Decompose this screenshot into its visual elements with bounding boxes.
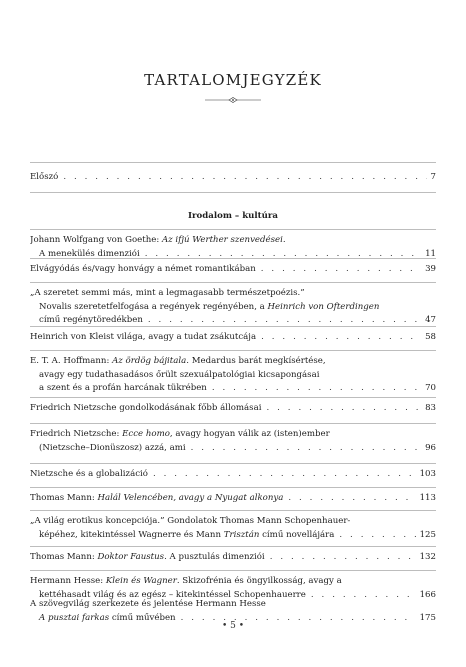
italic-title: Halál Velencében, avagy a Nyugat alkonya bbox=[97, 493, 284, 503]
entry-line bbox=[30, 575, 436, 589]
entry-separator bbox=[30, 162, 436, 163]
section-heading: Irodalom – kultúra bbox=[187, 211, 278, 221]
dot-leader bbox=[63, 171, 426, 185]
entry-page: 132 bbox=[419, 552, 436, 562]
entry-line bbox=[30, 355, 436, 369]
text-run: E. T. A. Hoffmann: bbox=[30, 356, 113, 366]
text-run: A menekülés dimenziói bbox=[39, 248, 140, 259]
italic-title: Az ördög bájitala bbox=[112, 356, 187, 366]
text-run: . Medardus barát megkísértése, bbox=[186, 356, 326, 366]
entry-line bbox=[30, 301, 436, 315]
toc-entry-foreword[interactable] bbox=[30, 171, 436, 185]
text-run: „A szeretet semmi más, mint a legmagasabb természetpoézis.” bbox=[30, 288, 305, 298]
entry-title bbox=[30, 468, 148, 482]
toc-entry[interactable] bbox=[30, 234, 436, 261]
dot-leader bbox=[339, 529, 415, 543]
entry-title bbox=[39, 442, 186, 456]
italic-title: Doktor Faustus bbox=[97, 552, 165, 562]
toc-entry[interactable] bbox=[30, 263, 436, 277]
entry-page: 70 bbox=[425, 383, 436, 393]
entry-page: 47 bbox=[425, 315, 436, 325]
entry-last-line bbox=[30, 402, 436, 416]
italic-title: A pusztai farkas bbox=[39, 612, 110, 623]
entry-page: 39 bbox=[425, 264, 436, 274]
entry-separator bbox=[30, 463, 436, 464]
entry-title bbox=[39, 529, 334, 543]
entry-separator bbox=[30, 570, 436, 571]
toc-entry[interactable] bbox=[30, 428, 436, 455]
text-run: (Nietzsche–Dionüszosz) azzá, ami bbox=[39, 442, 186, 453]
text-run: Friedrich Nietzsche gondolkodásának főbb állomásai bbox=[30, 403, 262, 413]
text-run: című regénytöredékben bbox=[39, 315, 143, 325]
toc-entry[interactable] bbox=[30, 331, 436, 345]
text-run: kettéhasadt világ és az egész – kitekintéssel Schopenhauerre bbox=[39, 589, 306, 600]
text-run: Thomas Mann: bbox=[30, 552, 98, 562]
entry-page: 113 bbox=[419, 493, 436, 503]
text-run: A szövegvilág szerkezete és jelentése Hermann Hesse bbox=[30, 599, 266, 609]
entry-separator bbox=[30, 229, 436, 230]
entry-separator bbox=[30, 510, 436, 511]
italic-title: Ecce homo bbox=[122, 429, 170, 439]
dot-leader bbox=[270, 551, 416, 565]
entry-page: 58 bbox=[425, 332, 436, 342]
entry-line bbox=[30, 598, 436, 612]
italic-title: Heinrich von Ofterdingen bbox=[267, 301, 380, 312]
ornament-divider bbox=[205, 96, 261, 104]
text-run: Elvágyódás és/vagy honvágy a német romantikában bbox=[30, 264, 256, 274]
text-run: Novalis szeretetfelfogása a regények regényében, a bbox=[39, 301, 268, 312]
entry-line bbox=[30, 287, 436, 301]
entry-separator bbox=[30, 350, 436, 351]
entry-line bbox=[30, 234, 436, 248]
text-run: Heinrich von Kleist világa, avagy a tudat zsákutcája bbox=[30, 332, 257, 342]
text-run: Johann Wolfgang von Goethe: bbox=[30, 235, 162, 245]
entry-last-line bbox=[30, 551, 436, 565]
toc-entry[interactable] bbox=[30, 492, 436, 506]
entry-separator bbox=[30, 282, 436, 283]
italic-title: Az ifjú Werther szenvedései bbox=[161, 235, 283, 245]
toc-entry[interactable] bbox=[30, 515, 436, 542]
entry-last-line bbox=[30, 529, 436, 543]
toc-entry[interactable] bbox=[30, 402, 436, 416]
entry-separator bbox=[30, 546, 436, 547]
entry-last-line bbox=[30, 382, 436, 396]
entry-page: 7 bbox=[430, 172, 436, 182]
dot-leader bbox=[261, 331, 421, 345]
entry-last-line bbox=[30, 492, 436, 506]
entry-page: 11 bbox=[425, 248, 436, 259]
text-run: „A világ erotikus koncepciója.” Gondolatok Thomas Mann Schopenhauer- bbox=[30, 516, 351, 526]
entry-page: 166 bbox=[419, 589, 436, 600]
entry-title bbox=[39, 382, 207, 396]
entry-last-line bbox=[30, 468, 436, 482]
text-run: című művében bbox=[109, 612, 176, 623]
toc-entry[interactable] bbox=[30, 468, 436, 482]
entry-title bbox=[30, 331, 256, 345]
entry-title bbox=[30, 402, 261, 416]
text-run: Hermann Hesse: bbox=[30, 576, 106, 586]
entry-line bbox=[30, 369, 436, 383]
entry-separator bbox=[30, 192, 436, 193]
text-run: Thomas Mann: bbox=[30, 493, 98, 503]
toc-entry[interactable] bbox=[30, 287, 436, 328]
entry-separator bbox=[30, 397, 436, 398]
entry-last-line bbox=[30, 442, 436, 456]
text-run: . A pusztulás dimenziói bbox=[164, 552, 265, 562]
italic-title: Klein és Wagner bbox=[105, 576, 177, 586]
text-run: képéhez, kitekintéssel Wagnerre és Mann bbox=[39, 529, 224, 540]
entry-page: 103 bbox=[419, 469, 436, 479]
entry-title bbox=[30, 492, 283, 506]
dot-leader bbox=[191, 442, 421, 456]
entry-page: 96 bbox=[425, 442, 436, 453]
entry-separator bbox=[30, 258, 436, 259]
text-run: című novellájára bbox=[259, 529, 335, 540]
text-run: . Skizofrénia és öngyilkosság, avagy a bbox=[176, 576, 342, 586]
dot-leader bbox=[153, 468, 416, 482]
text-run: a szent és a profán harcának tükrében bbox=[39, 383, 207, 393]
italic-title: Trisztán bbox=[223, 529, 260, 540]
text-run: Friedrich Nietzsche: bbox=[30, 429, 123, 439]
page-number: • 5 • bbox=[221, 621, 245, 631]
entry-page: 175 bbox=[419, 612, 436, 623]
entry-page: 83 bbox=[425, 403, 436, 413]
text-run: , avagy hogyan válik az (isten)ember bbox=[169, 429, 330, 439]
entry-last-line bbox=[30, 331, 436, 345]
entry-line bbox=[30, 515, 436, 529]
text-run: Nietzsche és a globalizáció bbox=[30, 469, 148, 479]
entry-title bbox=[30, 263, 256, 277]
page-title: TARTALOMJEGYZÉK bbox=[144, 71, 322, 89]
dot-leader bbox=[266, 402, 421, 416]
entry-title: Előszó bbox=[30, 172, 59, 182]
entry-last-line bbox=[30, 263, 436, 277]
toc-entry[interactable] bbox=[30, 355, 436, 396]
dot-leader bbox=[261, 263, 421, 277]
entry-separator bbox=[30, 326, 436, 327]
entry-page: 125 bbox=[419, 529, 436, 540]
entry-title bbox=[30, 551, 265, 565]
dot-leader bbox=[288, 492, 415, 506]
toc-entry[interactable] bbox=[30, 551, 436, 565]
text-run: . bbox=[282, 235, 286, 245]
text-run: avagy egy tudathasadásos őrült szexuálpatológiai kicsapongásai bbox=[39, 369, 320, 380]
entry-separator bbox=[30, 423, 436, 424]
dot-leader bbox=[212, 382, 421, 396]
entry-line bbox=[30, 428, 436, 442]
entry-separator bbox=[30, 487, 436, 488]
